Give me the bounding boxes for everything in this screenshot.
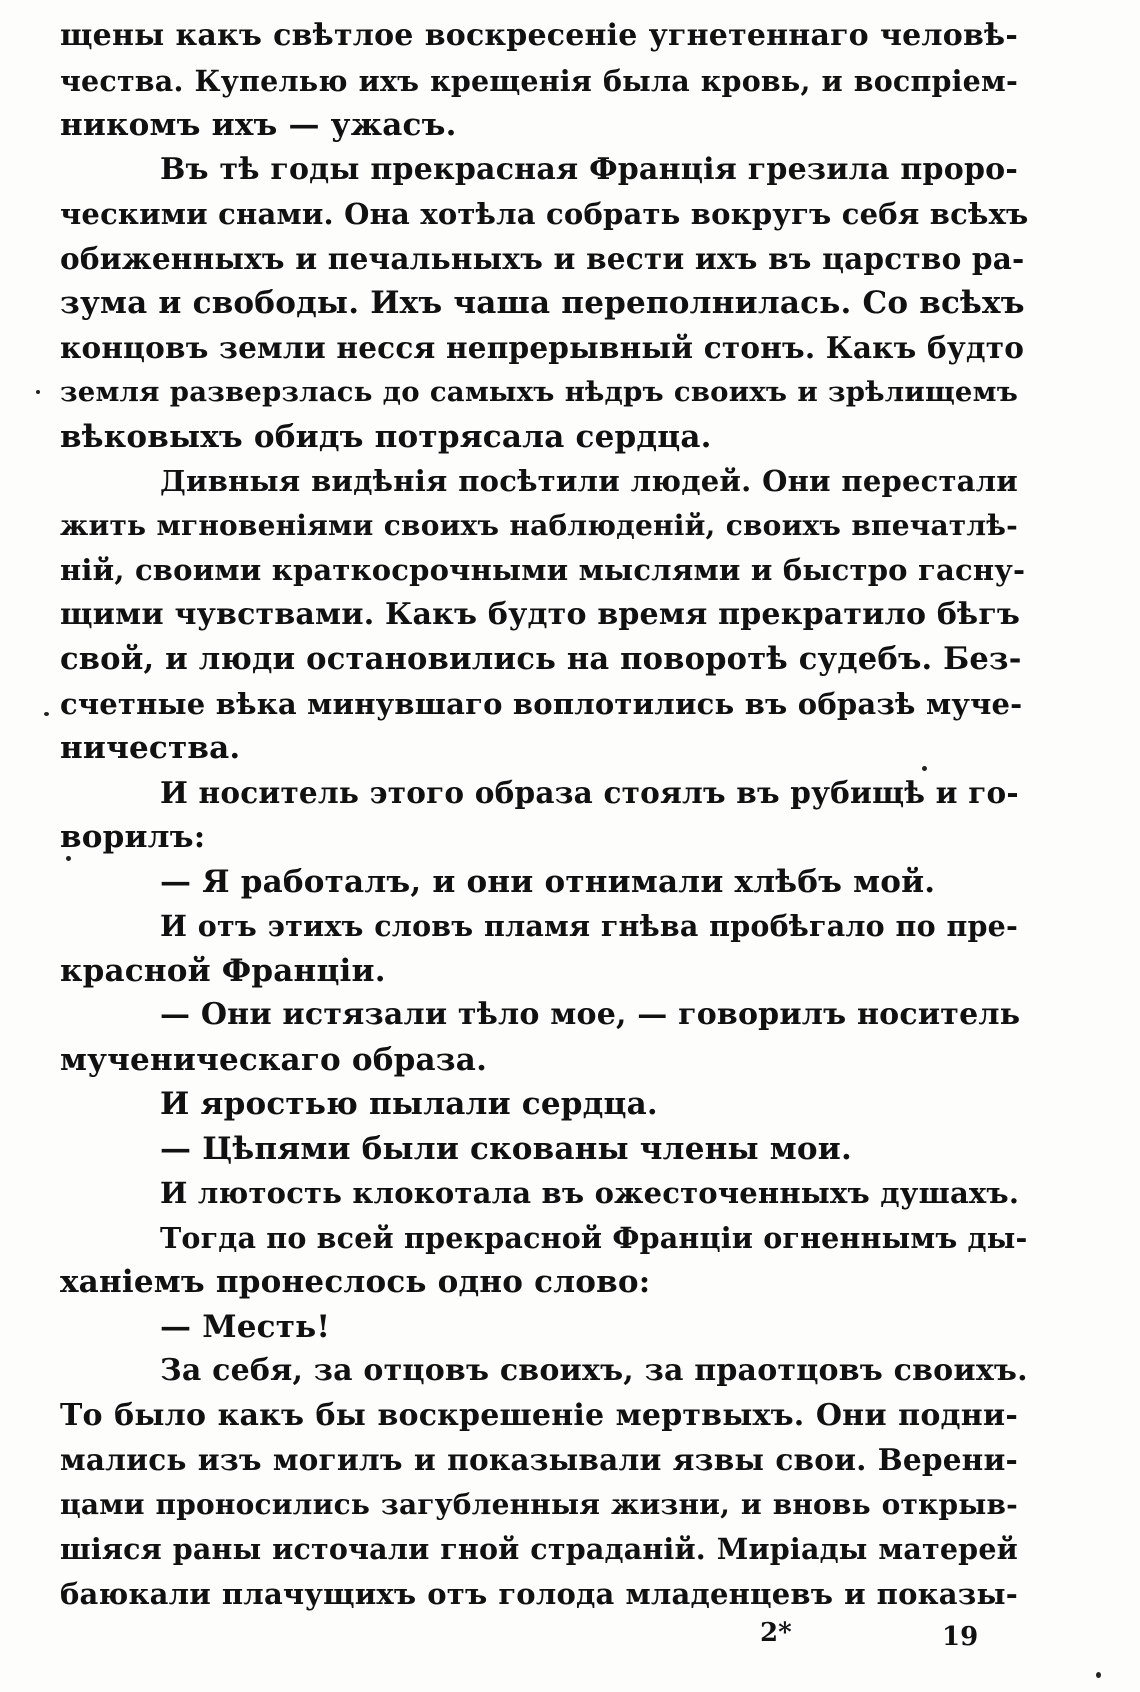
text-line: вѣковыхъ обидъ потрясала сердца. [60,418,712,455]
text-line: свой, и люди остановились на поворотѣ судебъ. Без- [60,641,1022,677]
text-line: баюкали плачущихъ отъ голода младенцевъ и показы- [60,1576,1018,1611]
print-speck [66,856,71,861]
text-line: Дивныя видѣнія посѣтили людей. Они перестали [160,464,1018,498]
print-speck [36,390,40,394]
text-line: щими чувствами. Какъ будто время прекратило бѣгъ [60,596,1021,632]
text-line: красной Франціи. [60,952,386,989]
text-line: Тогда по всей прекрасной Франціи огненнымъ ды- [160,1220,1028,1255]
page-number: 19 [942,1622,979,1652]
text-line: цами проносились загубленныя жизни, и вновь открыв- [60,1487,1018,1521]
print-speck [44,712,49,716]
text-line: шіяся раны источали гной страданій. Миріады матерей [60,1532,1018,1566]
text-line: жить мгновеніями своихъ наблюденій, своихъ впечатлѣ- [60,508,1018,542]
print-speck [1096,1672,1101,1678]
text-line: За себя, за отцовъ своихъ, за праотцовъ своихъ. [160,1353,1028,1388]
text-line: И лютость клокотала въ ожесточенныхъ душахъ. [160,1176,1020,1210]
text-line: ворилъ: [60,819,206,855]
text-line: — Цѣпями были скованы члены мои. [160,1130,852,1167]
text-line: концовъ земли несся непрерывный стонъ. Какъ будто [60,329,1025,365]
text-line: обиженныхъ и печальныхъ и вести ихъ въ царство ра- [60,240,1025,276]
text-line: счетные вѣка минувшаго воплотились въ образѣ муче- [60,686,1023,721]
text-line: мались изъ могилъ и показывали язвы свои. Верени- [60,1442,1018,1477]
text-line: И яростью пылали сердца. [160,1086,658,1122]
text-line: — Я работалъ, и они отнимали хлѣбъ мой. [160,863,936,900]
text-line: То было какъ бы воскрешеніе мертвыхъ. Они подни- [60,1397,1018,1433]
text-line: чества. Купелью ихъ крещенія была кровь, и воспріем- [60,63,1018,98]
text-line: ничества. [60,730,241,766]
text-line: — Они истязали тѣло мое, — говорилъ носитель [160,997,1021,1032]
print-speck [922,766,927,771]
text-line: никомъ ихъ — ужасъ. [60,107,457,143]
text-line: земля разверзлась до самыхъ нѣдръ своихъ и зрѣлищемъ [60,376,1018,408]
text-line: щены какъ свѣтлое воскресеніе угнетеннаго человѣ- [60,18,1018,53]
text-line: И отъ этихъ словъ пламя гнѣва пробѣгало по пре- [160,909,1018,943]
text-line: ній, своими краткосрочными мыслями и быстро гасну- [60,553,1026,587]
text-line: — Месть! [160,1308,331,1345]
text-line: ческими снами. Она хотѣла собрать вокругъ себя всѣхъ [60,197,1029,231]
text-line: мученическаго образа. [60,1041,488,1078]
body-text [60,14,1029,1616]
text-line: ханіемъ пронеслось одно слово: [60,1264,651,1300]
signature-mark: 2* [760,1618,792,1648]
page-footer [0,1618,1140,1658]
text-line: И носитель этого образа стоялъ въ рубищѣ и го- [160,774,1019,810]
text-line: Въ тѣ годы прекрасная Франція грезила проро- [160,151,1018,187]
text-line: зума и свободы. Ихъ чаша переполнилась. Со всѣхъ [60,285,1025,321]
